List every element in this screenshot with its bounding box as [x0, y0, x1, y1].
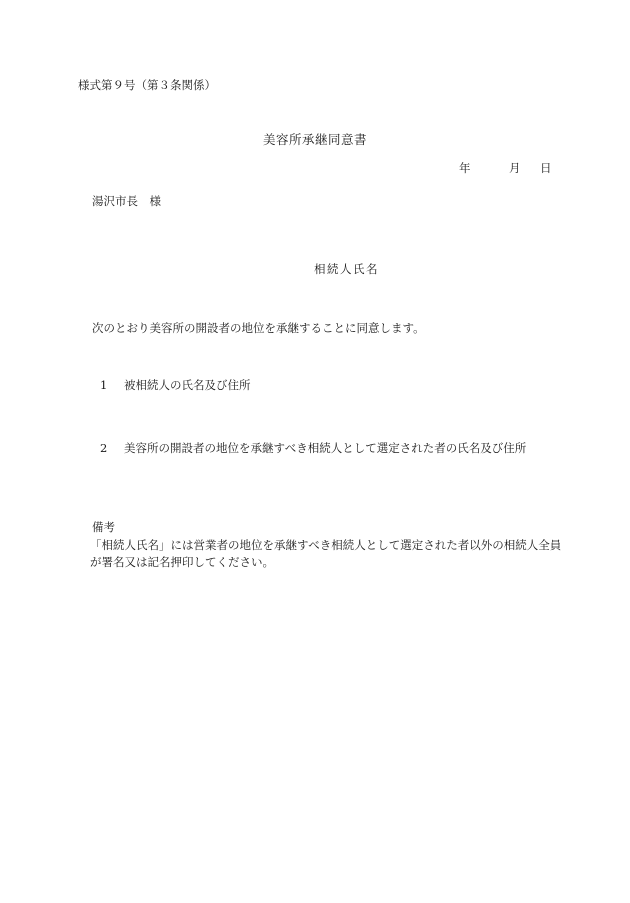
list-item-decedent [100, 380, 251, 392]
addressee: 湯沢市長 様 [92, 194, 161, 208]
form-number: 様式第９号（第３条関係） [78, 78, 216, 92]
list-item-successor [100, 443, 526, 455]
date-month-label: 月 [509, 161, 521, 175]
consent-statement: 次のとおり美容所の開設者の地位を承継することに同意します。 [92, 321, 425, 335]
item-number: 1 [100, 378, 108, 392]
date-year-label: 年 [459, 161, 471, 175]
item-text: 被相続人の氏名及び住所 [124, 378, 251, 392]
item-text: 美容所の開設者の地位を承継すべき相続人として選定された者の氏名及び住所 [124, 441, 527, 455]
heir-name-label: 相続人氏名 [314, 262, 379, 276]
date-day-label: 日 [540, 161, 552, 175]
remarks-body: 「相続人氏名」には営業者の地位を承継すべき相続人として選定された者以外の相続人全員が署名又は記名押印してください。 [90, 538, 562, 569]
remarks-title: 備考 [92, 520, 115, 534]
item-number: 2 [100, 441, 108, 455]
document-title: 美容所承継同意書 [262, 132, 367, 147]
date-line [459, 163, 552, 175]
